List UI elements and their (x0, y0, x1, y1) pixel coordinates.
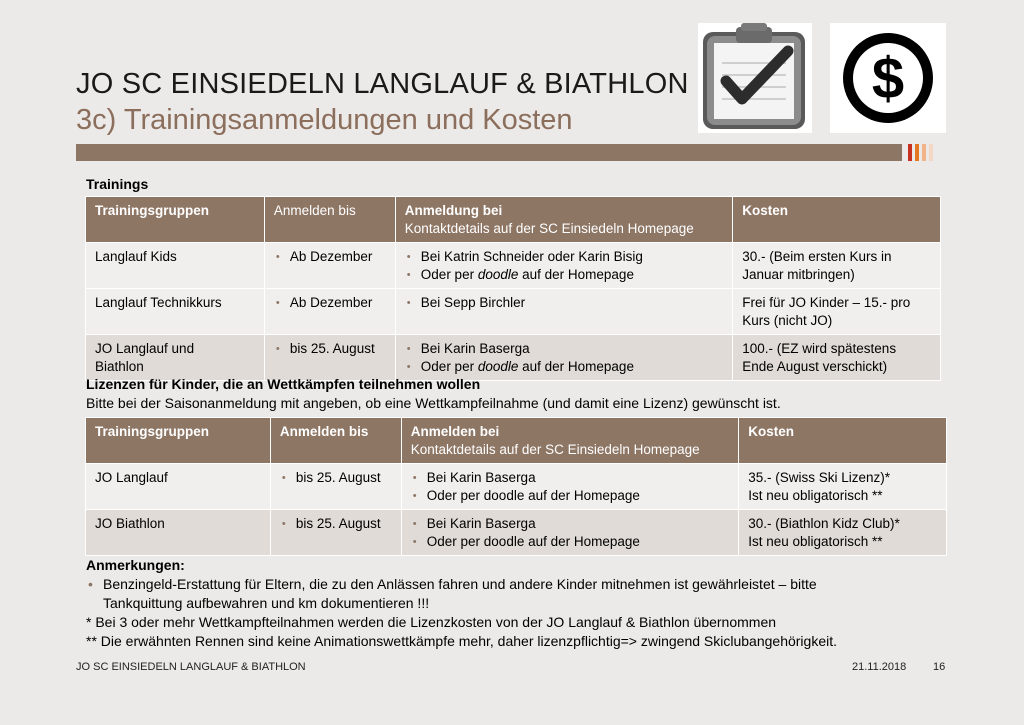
table-header-row (86, 418, 947, 464)
column-header: Anmelden bei Kontaktdetails auf der SC Einsiedeln Homepage (401, 418, 738, 464)
contact-cell: • Bei Sepp Birchler (395, 289, 732, 335)
contact-cell: • Bei Karin Baserga • Oder per doodle auf der Homepage (395, 335, 732, 381)
notes-heading: Anmerkungen: (86, 557, 185, 573)
until-cell: • bis 25. August (264, 335, 395, 381)
group-cell: JO Biathlon (86, 510, 271, 556)
notes-star-one: * Bei 3 oder mehr Wettkampfteilnahmen werden die Lizenzkosten von der JO Langlauf & Biathlon übernommen (86, 614, 777, 630)
column-header: Trainingsgruppen (86, 197, 265, 243)
column-header: Anmelden bis (264, 197, 395, 243)
licenses-heading: Lizenzen für Kinder, die an Wettkämpfen teilnehmen wollen (86, 376, 481, 392)
accent-stripe (929, 144, 933, 161)
contact-cell: • Bei Karin Baserga • Oder per doodle auf der Homepage (401, 464, 738, 510)
licenses-table (85, 417, 947, 556)
column-header: Kosten (733, 197, 941, 243)
until-cell: • Ab Dezember (264, 289, 395, 335)
footer-page-number: 16 (933, 661, 946, 673)
notes-section (86, 556, 946, 651)
group-cell: Langlauf Kids (86, 243, 265, 289)
table-row (86, 289, 941, 335)
cost-cell: Frei für JO Kinder – 15.- pro Kurs (nicht JO) (733, 289, 941, 335)
group-cell: JO Langlauf (86, 464, 271, 510)
accent-stripe (915, 144, 919, 161)
contact-cell: • Bei Karin Baserga • Oder per doodle auf der Homepage (401, 510, 738, 556)
title-underline-bar (76, 144, 902, 161)
column-header: Anmelden bis (270, 418, 401, 464)
until-cell: • bis 25. August (270, 464, 401, 510)
until-cell: • bis 25. August (270, 510, 401, 556)
accent-stripes (908, 144, 933, 161)
footer-date: 21.11.2018 (852, 661, 907, 673)
cost-cell: 30.- (Biathlon Kidz Club)* Ist neu obligatorisch ** (739, 510, 947, 556)
dollar-coin-icon (830, 23, 946, 133)
page-subtitle: 3c) Trainingsanmeldungen und Kosten (76, 104, 573, 136)
cost-cell: 30.- (Beim ersten Kurs in Januar mitbringen) (733, 243, 941, 289)
clipboard-check-icon (698, 23, 812, 133)
licenses-text: Bitte bei der Saisonanmeldung mit angeben, ob eine Wettkampfeilnahme (und damit eine Lizenz) gewünscht ist. (86, 395, 781, 411)
group-cell: JO Langlauf und Biathlon (86, 335, 265, 381)
cost-cell: 100.- (EZ wird spätestens Ende August verschickt) (733, 335, 941, 381)
notes-bullet: • Benzingeld-Erstattung für Eltern, die zu den Anlässen fahren und andere Kinder mitnehmen ist gewährleistet – bitte Tankquittung aufbewahren und km dokumentieren !!! (86, 575, 946, 613)
svg-text:$: $ (871, 46, 905, 111)
accent-stripe (908, 144, 912, 161)
column-header: Kosten (739, 418, 947, 464)
notes-star-two: ** Die erwähnten Rennen sind keine Animationswettkämpfe mehr, daher lizenzpflichtig=> zwingend Skiclubangehörigkeit. (86, 633, 837, 649)
footer-org: JO SC EINSIEDELN LANGLAUF & BIATHLON (76, 661, 306, 673)
trainings-heading: Trainings (86, 176, 149, 192)
contact-cell: • Bei Katrin Schneider oder Karin Bisig • Oder per doodle auf der Homepage (395, 243, 732, 289)
table-row (86, 243, 941, 289)
column-header: Anmeldung bei Kontaktdetails auf der SC Einsiedeln Homepage (395, 197, 732, 243)
trainings-table (85, 196, 941, 381)
table-row (86, 335, 941, 381)
column-header: Trainingsgruppen (86, 418, 271, 464)
table-row (86, 464, 947, 510)
table-header-row (86, 197, 941, 243)
table-row (86, 510, 947, 556)
page-title: JO SC EINSIEDELN LANGLAUF & BIATHLON (76, 68, 689, 100)
until-cell: • Ab Dezember (264, 243, 395, 289)
accent-stripe (922, 144, 926, 161)
group-cell: Langlauf Technikkurs (86, 289, 265, 335)
cost-cell: 35.- (Swiss Ski Lizenz)* Ist neu obligatorisch ** (739, 464, 947, 510)
